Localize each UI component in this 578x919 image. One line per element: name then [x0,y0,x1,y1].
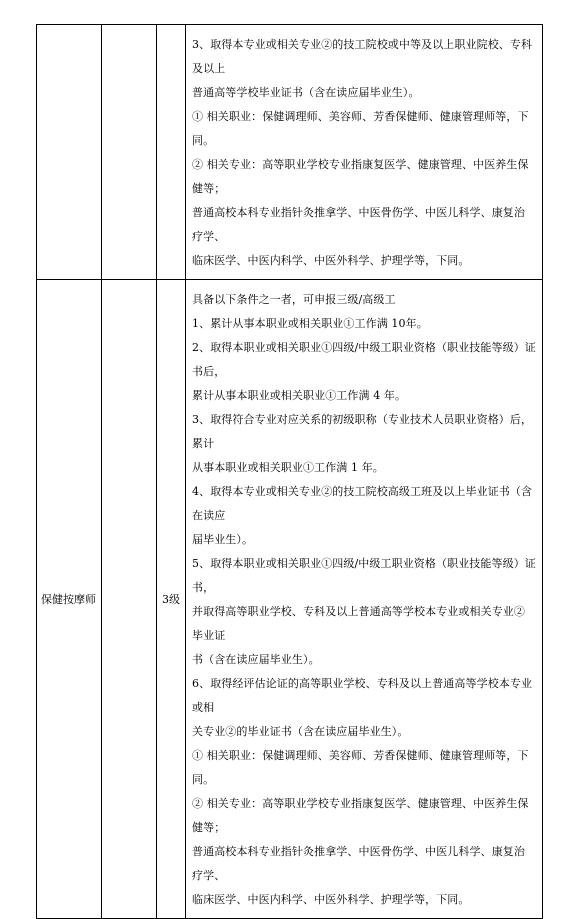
condition-line: 普通高等学校毕业证书（含在读应届毕业生）。 [192,86,420,99]
condition-line: 累计从事本职业或相关职业①工作满 4 年。 [192,389,407,402]
condition-line: 3、取得符合专业对应关系的初级职称（专业技术人员职业资格）后，累计 [192,413,533,450]
condition-line: 从事本职业或相关职业①工作满 1 年。 [192,461,384,474]
condition-line: 普通高校本科专业指针灸推拿学、中医骨伤学、中医儿科学、康复治疗学、 [192,845,525,882]
conditions-cell [186,280,543,919]
condition-line: 2、取得本职业或相关职业①四级/中级工职业资格（职业技能等级）证书后， [192,341,536,378]
occupation-code [102,280,157,919]
conditions-text [186,280,542,918]
condition-line: 6、取得经评估论证的高等职业学校、专科及以上普通高等学校本专业或相 [192,677,533,714]
skill-level: 3级 [157,280,186,919]
condition-line: ② 相关专业：高等职业学校专业指康复医学、健康管理、中医养生保健等； [192,797,529,834]
conditions-cell [186,25,543,280]
condition-line: 届毕业生）。 [192,533,254,546]
condition-line: ① 相关职业：保健调理师、美容师、芳香保健师、健康管理师等，下同。 [192,749,529,786]
condition-line: 1、累计从事本职业或相关职业①工作满 10年。 [192,317,428,330]
condition-line: ② 相关专业：高等职业学校专业指康复医学、健康管理、中医养生保健等； [192,158,529,195]
level-cell-empty [157,25,186,280]
condition-line: 并取得高等职业学校、专科及以上普通高等学校本专业或相关专业②毕业证 [192,605,525,642]
requirements-table [36,24,543,919]
condition-line: 临床医学、中医内科学、中医外科学、护理学等，下同。 [192,893,470,906]
table-row [37,25,543,280]
condition-line: 临床医学、中医内科学、中医外科学、护理学等，下同。 [192,254,470,267]
condition-line: 4、取得本专业或相关专业②的技工院校高级工班及以上毕业证书（含在读应 [192,485,533,522]
condition-line: ① 相关职业：保健调理师、美容师、芳香保健师、健康管理师等，下同。 [192,110,529,147]
occupation-cell-empty [37,25,102,280]
occupation-name: 保健按摩师 [37,280,102,919]
condition-line: 5、取得本职业或相关职业①四级/中级工职业资格（职业技能等级）证书， [192,557,536,594]
condition-line: 普通高校本科专业指针灸推拿学、中医骨伤学、中医儿科学、康复治疗学、 [192,206,525,243]
condition-line: 具备以下条件之一者，可申报三级/高级工 [192,293,396,306]
condition-line: 关专业②的毕业证书（含在读应届毕业生）。 [192,725,409,738]
table-row [37,280,543,919]
code-cell-empty [102,25,157,280]
conditions-text [186,25,542,279]
condition-line: 3、取得本专业或相关专业②的技工院校或中等及以上职业院校、专科及以上 [192,38,533,75]
condition-line: 书（含在读应届毕业生）。 [192,653,320,666]
